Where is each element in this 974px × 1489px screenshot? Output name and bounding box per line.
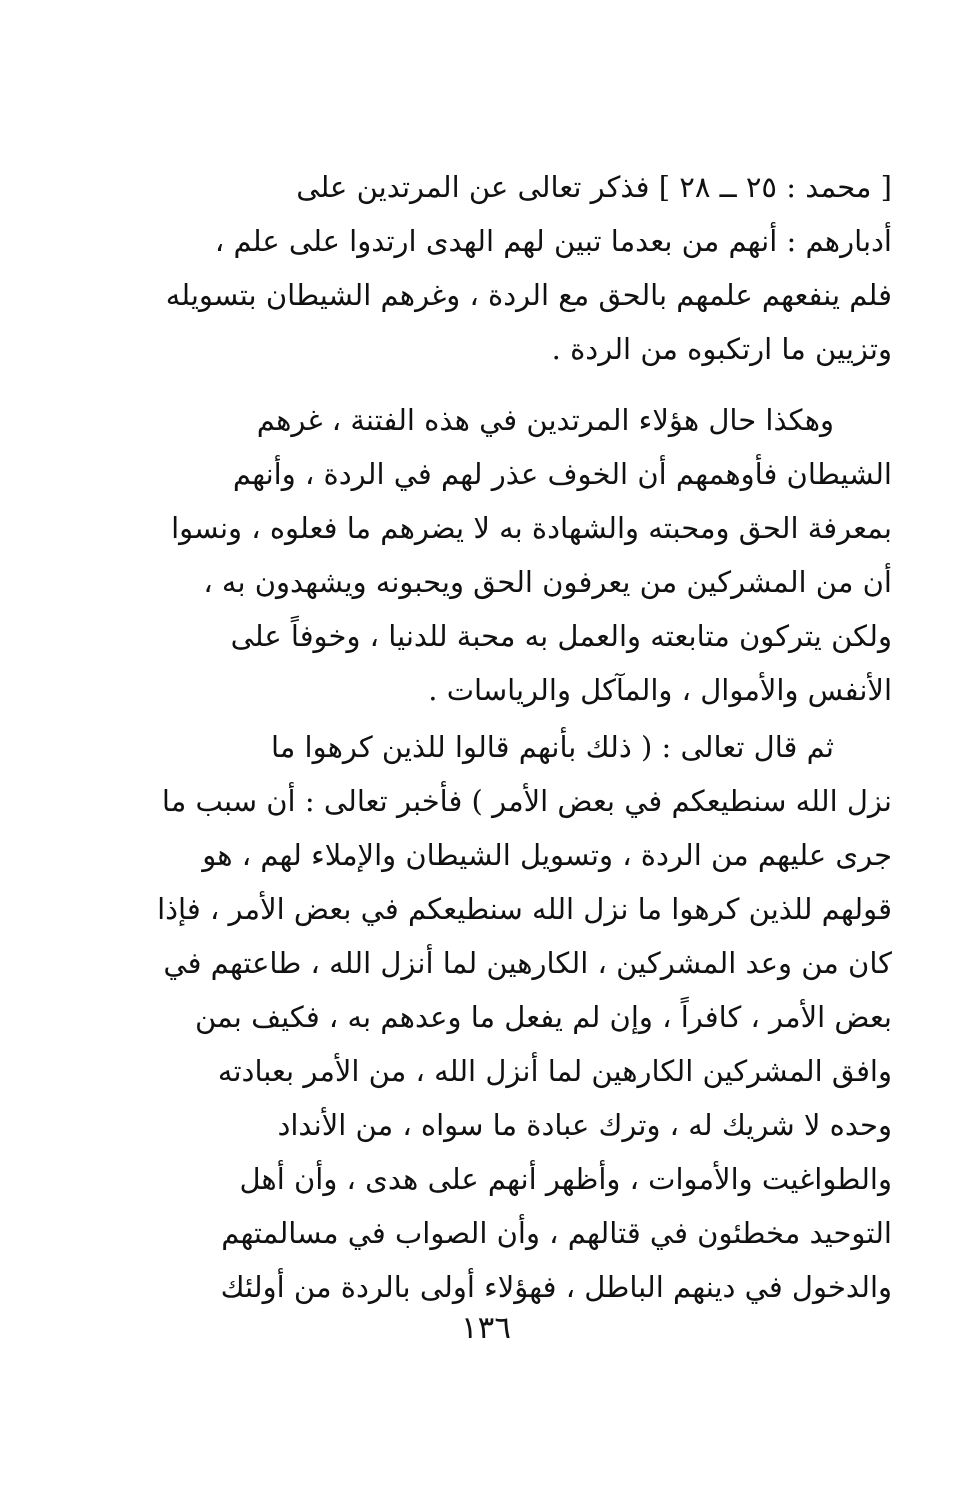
text-line: وتزيين ما ارتكبوه من الردة .	[551, 332, 892, 366]
text-line: أدبارهم : أنهم من بعدما تبين لهم الهدى ارتدوا على علم ،	[214, 224, 892, 258]
text-line: والدخول في دينهم الباطل ، فهؤلاء أولى بالردة من أولئك	[220, 1270, 892, 1304]
paragraph-2	[80, 393, 892, 717]
paragraph-3	[80, 720, 892, 1314]
text-line: الأنفس والأموال ، والمآكل والرياسات .	[428, 673, 892, 707]
text-line: الشيطان فأوهمهم أن الخوف عذر لهم في الردة ، وأنهم	[232, 457, 892, 491]
paragraph-1	[80, 160, 892, 376]
text-line: [ محمد : ٢٥ ــ ٢٨ ] فذكر تعالى عن المرتدين على	[296, 170, 892, 204]
book-page	[80, 0, 892, 1489]
text-line: كان من وعد المشركين ، الكارهين لما أنزل الله ، طاعتهم في	[163, 946, 892, 980]
text-line: وحده لا شريك له ، وترك عبادة ما سواه ، من الأنداد	[277, 1108, 892, 1142]
text-line: فلم ينفعهم علمهم بالحق مع الردة ، وغرهم الشيطان بتسويله	[165, 278, 892, 312]
text-line: قولهم للذين كرهوا ما نزل الله سنطيعكم في بعض الأمر ، فإذا	[157, 892, 892, 926]
text-line: والطواغيت والأموات ، وأظهر أنهم على هدى ، وأن أهل	[239, 1162, 892, 1196]
text-line: أن من المشركين من يعرفون الحق ويحبونه ويشهدون به ،	[203, 565, 892, 599]
text-line: وافق المشركين الكارهين لما أنزل الله ، من الأمر بعبادته	[217, 1054, 892, 1088]
text-line: بمعرفة الحق ومحبته والشهادة به لا يضرهم ما فعلوه ، ونسوا	[171, 511, 892, 545]
text-line: وهكذا حال هؤلاء المرتدين في هذه الفتنة ، غرهم	[256, 403, 834, 437]
text-line: جرى عليهم من الردة ، وتسويل الشيطان والإملاء لهم ، هو	[202, 838, 892, 872]
text-line: بعض الأمر ، كافراً ، وإن لم يفعل ما وعدهم به ، فكيف بمن	[194, 1000, 892, 1034]
text-line: نزل الله سنطيعكم في بعض الأمر ) فأخبر تعالى : أن سبب ما	[161, 784, 892, 818]
text-line: ثم قال تعالى : ( ذلك بأنهم قالوا للذين كرهوا ما	[270, 730, 834, 764]
text-line: ولكن يتركون متابعته والعمل به محبة للدنيا ، وخوفاً على	[230, 619, 892, 653]
page-number: ١٣٦	[461, 1310, 511, 1346]
text-line: التوحيد مخطئون في قتالهم ، وأن الصواب في مسالمتهم	[221, 1216, 892, 1250]
